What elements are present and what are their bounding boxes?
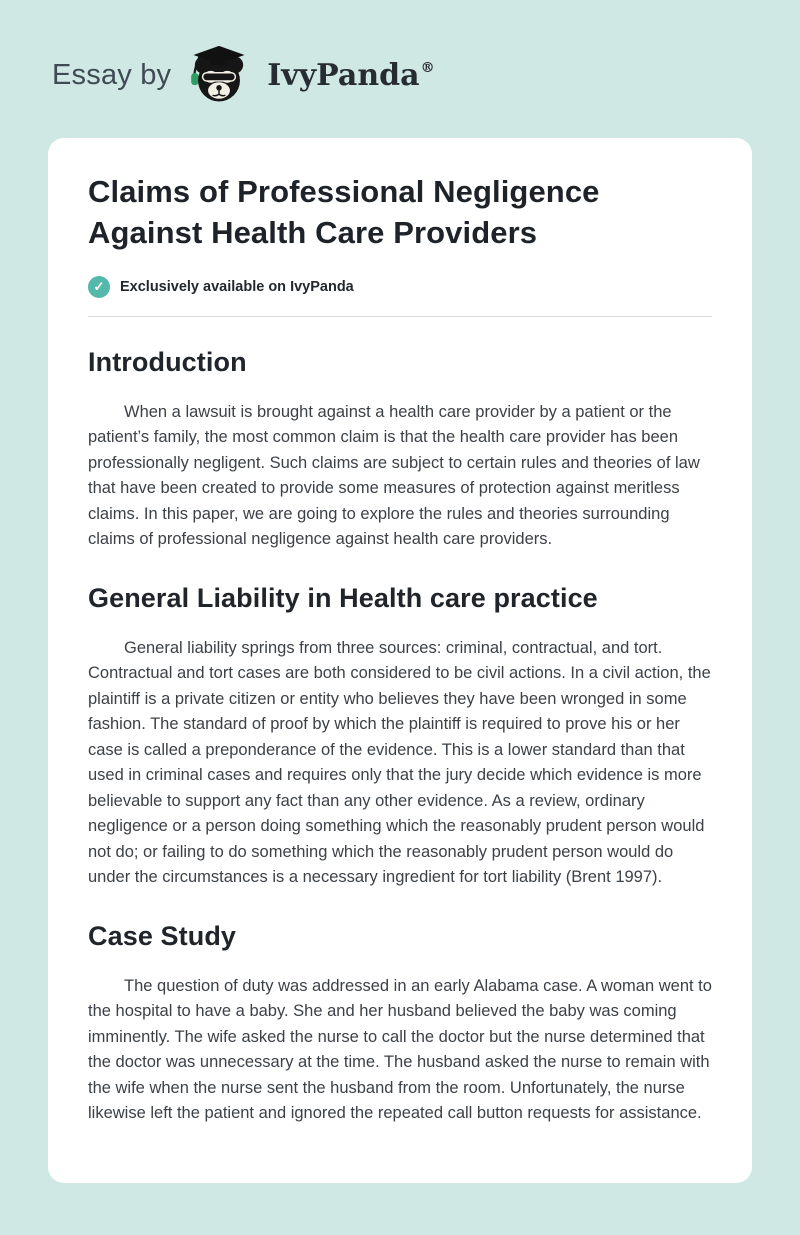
section-heading: General Liability in Health care practice — [88, 582, 598, 613]
availability-badge — [88, 276, 712, 298]
page-title: Claims of Professional Negligence Against Health Care Providers — [88, 174, 600, 250]
check-icon: ✓ — [88, 276, 110, 298]
section-introduction — [88, 347, 712, 553]
section-general-liability — [88, 583, 712, 891]
paragraph: General liability springs from three sources: criminal, contractual, and tort. Contractual and tort cases are both considered to be civil actions. In a civil action, the plaintiff is a private citizen or entity who believes they have been wronged in some fashion. The standard of proof by which the plaintiff is required to prove his or her case is called a preponderance of the evidence. This is a lower standard than that used in criminal cases and requires only that the jury decide which evidence is more believable to support any fact than any other evidence. As a review, ordinary negligence or a person doing something which the reasonably prudent person would not do; or failing to do something which the reasonably prudent person would do under the circumstances is a necessary ingredient for tort liability (Brent 1997). — [88, 638, 711, 887]
brand-wordmark — [267, 58, 434, 93]
section-case-study — [88, 921, 712, 1127]
availability-badge-text: Exclusively available on IvyPanda — [120, 278, 354, 295]
essay-card — [48, 138, 752, 1183]
paragraph: When a lawsuit is brought against a health care provider by a patient or the patient’s family, the most common claim is that the health care provider has been professionally negligent. Such claims are subject to certain rules and theories of law that have been created to provide some measures of protection against meritless claims. In this paper, we are going to explore the rules and theories surrounding claims of professional negligence against health care providers. — [88, 402, 700, 549]
section-heading: Case Study — [88, 920, 237, 951]
panda-graduate-icon — [185, 44, 253, 106]
brand-name: IvyPanda — [267, 57, 420, 93]
divider — [88, 316, 712, 317]
registered-trademark-symbol: ® — [420, 59, 435, 76]
site-header — [0, 0, 800, 132]
section-heading: Introduction — [88, 346, 247, 377]
paragraph: The question of duty was addressed in an early Alabama case. A woman went to the hospital to have a baby. She and her husband believed the baby was coming imminently. The wife asked the nurse to call the doctor but the nurse determined that the doctor was unnecessary at the time. The husband asked the nurse to remain with the wife when the nurse sent the husband from the room. Unfortunately, the nurse likewise left the patient and ignored the repeated call button requests for assistance. — [88, 976, 712, 1123]
essay-by-label: Essay by — [52, 58, 172, 91]
